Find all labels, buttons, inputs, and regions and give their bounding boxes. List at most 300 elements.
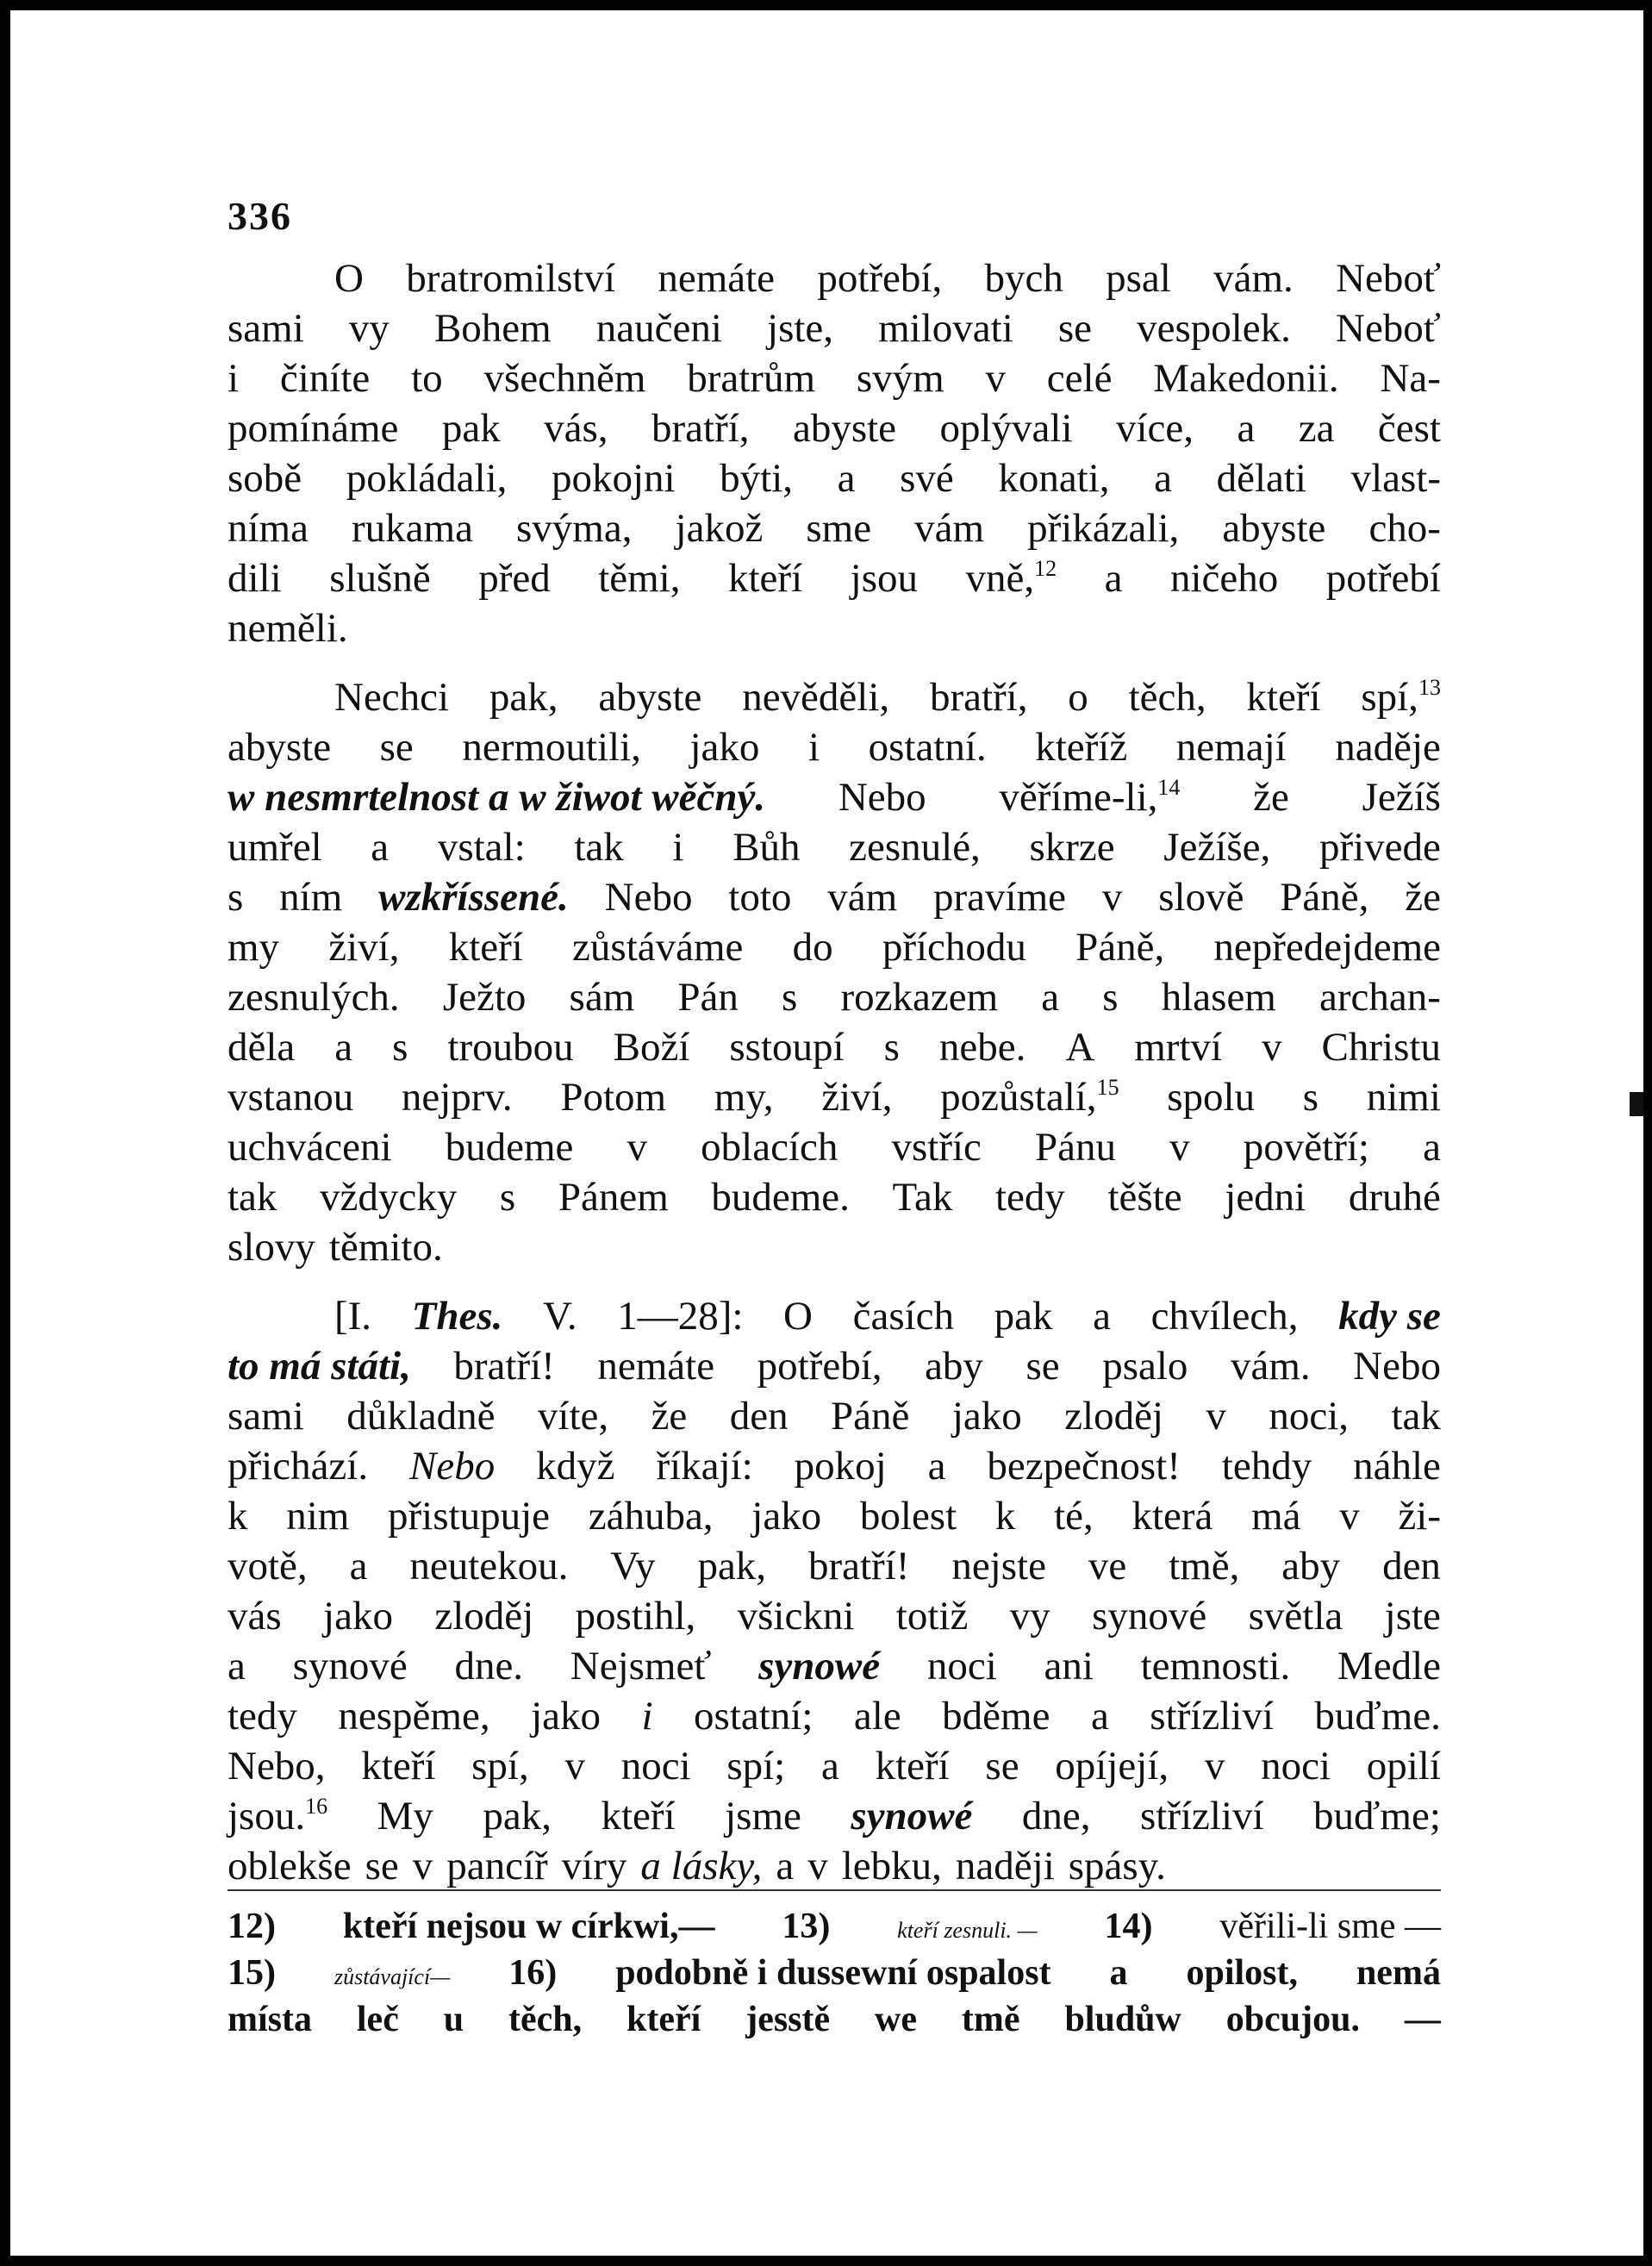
word: vždycky xyxy=(320,1175,458,1220)
footnote-text: kteří zesnuli. — xyxy=(897,1918,1038,1943)
text-line xyxy=(228,872,1441,922)
word: vám. xyxy=(1213,256,1294,301)
word: bděme xyxy=(942,1694,1050,1739)
word: kdy se xyxy=(1338,1294,1441,1339)
text-line xyxy=(228,1491,1441,1541)
word: celé xyxy=(1046,356,1113,401)
word: těmi, xyxy=(598,556,681,601)
word: do xyxy=(792,925,833,970)
word: vlast- xyxy=(1350,456,1441,501)
word: ostatní; xyxy=(694,1694,814,1739)
word: aby xyxy=(925,1344,983,1389)
word: abyste xyxy=(792,406,897,451)
word: slovy xyxy=(228,1225,315,1270)
text-line xyxy=(228,1841,1441,1891)
word: sobě xyxy=(228,456,302,501)
word: přistupuje xyxy=(388,1494,551,1539)
word: se xyxy=(985,1744,1019,1788)
word: w nesmrtelnost a w žiwot wěčný. xyxy=(228,775,766,820)
word: Bůh xyxy=(732,825,801,870)
word: O xyxy=(783,1294,813,1339)
word: Nebo xyxy=(838,775,926,820)
word: bratří! xyxy=(807,1544,910,1589)
text-line xyxy=(228,553,1441,603)
footnote-text: kteří nejsou w církwi,— xyxy=(342,1907,715,1946)
word: toto xyxy=(728,875,792,920)
word: bolest xyxy=(859,1494,957,1539)
word: v xyxy=(1262,1025,1282,1070)
word: pak xyxy=(994,1294,1053,1339)
word: říkají: xyxy=(656,1444,753,1489)
word: nim xyxy=(286,1494,350,1539)
word: v xyxy=(412,1844,433,1888)
word: chvílech, xyxy=(1150,1294,1299,1339)
word: skrze xyxy=(1029,825,1115,870)
word: synowé xyxy=(851,1794,973,1838)
word: jako xyxy=(323,1594,393,1639)
word: Nechci xyxy=(334,675,450,720)
word: opíjejí, xyxy=(1055,1744,1169,1788)
word: ale xyxy=(853,1694,901,1739)
word: ži- xyxy=(1398,1494,1441,1539)
word: nejprv. xyxy=(401,1075,513,1120)
word: a xyxy=(776,1844,795,1888)
word: býti, xyxy=(720,456,794,501)
word: v xyxy=(807,1844,828,1888)
footnote-text: we xyxy=(875,2000,918,2039)
paragraph xyxy=(228,253,1441,653)
word: že xyxy=(1405,875,1441,920)
word: a xyxy=(1237,406,1256,451)
word: nermoutili, xyxy=(462,725,641,770)
word: povětří; xyxy=(1243,1125,1369,1170)
footnote-text: tmě xyxy=(961,2000,1020,2039)
word: a xyxy=(927,1444,946,1489)
word: jste xyxy=(1384,1594,1441,1639)
footnote-rule xyxy=(228,1889,1441,1891)
text-line xyxy=(228,722,1441,772)
word: Medle xyxy=(1337,1644,1441,1689)
word: dne. xyxy=(454,1644,524,1689)
text-line xyxy=(228,1641,1441,1691)
word: v xyxy=(985,356,1006,401)
word: i xyxy=(641,1694,653,1739)
word: ničeho xyxy=(1170,556,1279,601)
word: Ježto xyxy=(442,975,527,1020)
footnote-text: obcujou. xyxy=(1225,2000,1360,2039)
word: abyste xyxy=(598,675,702,720)
body-text xyxy=(228,253,1441,1891)
text-line xyxy=(228,1441,1441,1491)
word: Neboť xyxy=(1336,256,1441,301)
word: vám. xyxy=(1230,1344,1311,1389)
text-line xyxy=(228,503,1441,553)
word: noci xyxy=(1261,1744,1331,1788)
text-line xyxy=(228,1222,1441,1272)
word: oplývali xyxy=(939,406,1073,451)
word: i xyxy=(672,825,684,870)
word: kteří xyxy=(448,925,523,970)
word: zesnulých. xyxy=(228,975,400,1020)
footnote-text: 12) xyxy=(228,1907,276,1946)
word: nepředejdeme xyxy=(1213,925,1441,970)
word: sám xyxy=(569,975,635,1020)
word: těch, xyxy=(1128,675,1206,720)
paragraph xyxy=(228,672,1441,1272)
word: konati, xyxy=(998,456,1110,501)
word: tak xyxy=(1391,1394,1441,1439)
text-line xyxy=(228,672,1441,722)
word: vstal: xyxy=(437,825,526,870)
word: vy xyxy=(1009,1594,1050,1639)
word: my, xyxy=(714,1075,774,1120)
word: s xyxy=(392,1025,408,1070)
word: pravíme xyxy=(933,875,1067,920)
word: pomínáme xyxy=(228,406,399,451)
word: jako xyxy=(689,725,760,770)
word: s xyxy=(1102,975,1119,1020)
word: s xyxy=(782,975,798,1020)
text-line xyxy=(228,303,1441,353)
word: pokojni xyxy=(551,456,676,501)
paragraph-gap xyxy=(228,653,1441,672)
word: naději xyxy=(955,1844,1055,1888)
word: oblekše xyxy=(228,1844,352,1888)
word: nemají xyxy=(1175,725,1287,770)
word: živí, xyxy=(328,925,400,970)
word: nejste xyxy=(951,1544,1046,1589)
word: temnosti. xyxy=(1140,1644,1291,1689)
word: kteříž xyxy=(1035,725,1128,770)
word: druhé xyxy=(1348,1175,1441,1220)
word: té, xyxy=(1054,1494,1094,1539)
text-line xyxy=(228,1741,1441,1791)
word: před xyxy=(478,556,551,601)
word: více, xyxy=(1115,406,1194,451)
word: Páně, xyxy=(1280,875,1369,920)
word: vně,$^{12}$ xyxy=(965,556,1057,601)
margin-mark xyxy=(1630,1092,1643,1116)
word: Vy xyxy=(610,1544,656,1589)
text-line xyxy=(228,403,1441,453)
word: bratromilství xyxy=(406,256,616,301)
word: bych xyxy=(984,256,1063,301)
text-line xyxy=(228,1591,1441,1641)
word: Páně xyxy=(831,1394,910,1439)
word: tedy xyxy=(228,1694,297,1739)
word: vstříc xyxy=(891,1125,982,1170)
word: všickni xyxy=(737,1594,855,1639)
word: archan- xyxy=(1319,975,1441,1020)
word: my xyxy=(228,925,280,970)
word: bratří, xyxy=(929,675,1028,720)
word: sami xyxy=(228,1394,304,1439)
word: potřebí, xyxy=(757,1344,882,1389)
word: jsou.$^{16}$ xyxy=(228,1794,328,1838)
word: k xyxy=(994,1494,1016,1539)
word: sstoupí xyxy=(729,1025,845,1070)
footnote-line xyxy=(228,1950,1441,1996)
word: vás xyxy=(228,1594,282,1639)
word: své xyxy=(900,456,954,501)
word: spí, xyxy=(471,1744,529,1788)
word: den xyxy=(1382,1544,1441,1589)
word: víry xyxy=(561,1844,627,1888)
footnote-text: u xyxy=(443,2000,464,2039)
word: tak xyxy=(574,825,624,870)
text-line xyxy=(228,1341,1441,1391)
word: umřel xyxy=(228,825,322,870)
word: a xyxy=(334,1025,353,1070)
word: My xyxy=(377,1794,433,1838)
word: věříme-li,$^{14}$ xyxy=(999,775,1181,820)
word: uchváceni xyxy=(228,1125,392,1170)
word: a xyxy=(1093,1294,1111,1339)
word: vám xyxy=(914,506,985,551)
word: přivede xyxy=(1318,825,1441,870)
word: neutekou. xyxy=(409,1544,569,1589)
word: a xyxy=(1154,456,1172,501)
word: i xyxy=(807,725,820,770)
footnote-text: leč xyxy=(356,2000,399,2039)
word: v xyxy=(1169,1125,1190,1170)
word: Tak xyxy=(892,1175,953,1220)
footnote-text: zůstávající— xyxy=(334,1964,451,1989)
word: budeme xyxy=(445,1125,574,1170)
word: střízliví xyxy=(1139,1794,1264,1838)
footnote-line xyxy=(228,1903,1441,1950)
text-line xyxy=(228,1691,1441,1741)
word: záhuba, xyxy=(588,1494,714,1539)
word: živí, xyxy=(821,1075,893,1120)
word: [I. xyxy=(334,1294,372,1339)
text-line xyxy=(228,1791,1441,1841)
word: psal xyxy=(1106,256,1171,301)
text-line xyxy=(228,822,1441,872)
word: Pánu xyxy=(1035,1125,1117,1170)
word: Makedonii. xyxy=(1153,356,1339,401)
word: Nebo xyxy=(409,1444,496,1489)
word: noci, xyxy=(1269,1394,1350,1439)
word: buďme. xyxy=(1314,1694,1441,1739)
word: bratrům xyxy=(687,356,815,401)
word: ostatní. xyxy=(868,725,987,770)
word: psalo xyxy=(1102,1344,1188,1389)
word: jako xyxy=(951,1394,1022,1439)
word: noci xyxy=(926,1644,997,1689)
word: a xyxy=(1104,556,1123,601)
text-line xyxy=(228,972,1441,1022)
word: vám xyxy=(827,875,898,920)
footnote-text: kteří xyxy=(627,2000,701,2039)
word: za xyxy=(1298,406,1335,451)
word: lebku, xyxy=(841,1844,942,1888)
word: má xyxy=(1251,1494,1301,1539)
word: abyste xyxy=(1222,506,1326,551)
text-line xyxy=(228,453,1441,503)
word: to xyxy=(411,356,443,401)
word: rozkazem xyxy=(840,975,999,1020)
word: kteří xyxy=(875,1744,950,1788)
word: o xyxy=(1068,675,1088,720)
word: sami xyxy=(228,306,304,351)
word: naučeni xyxy=(595,306,722,351)
word: nemáte xyxy=(658,256,776,301)
word: votě, xyxy=(228,1544,308,1589)
word: činíte xyxy=(279,356,371,401)
word: jsou xyxy=(850,556,918,601)
word: nevěděli, xyxy=(742,675,890,720)
word: synové xyxy=(292,1644,408,1689)
word: pokoj xyxy=(794,1444,887,1489)
word: zloděj xyxy=(434,1594,534,1639)
word: pak, xyxy=(697,1544,767,1589)
word: a xyxy=(1423,1125,1441,1170)
word: zloděj xyxy=(1064,1394,1163,1439)
word: abyste xyxy=(228,725,332,770)
word: níma xyxy=(228,506,309,551)
word: a xyxy=(820,1744,839,1788)
word: pokládali, xyxy=(346,456,508,501)
word: k xyxy=(228,1494,248,1539)
word: a xyxy=(1041,975,1060,1020)
word: A xyxy=(1065,1025,1095,1070)
word: Pánem xyxy=(558,1175,669,1220)
word: pak, xyxy=(489,675,558,720)
word: Thes. xyxy=(411,1294,503,1339)
word: opilí xyxy=(1366,1744,1441,1788)
word: zůstáváme xyxy=(572,925,744,970)
paragraph-gap xyxy=(228,1272,1441,1291)
word: V. xyxy=(543,1294,577,1339)
word: v xyxy=(564,1744,585,1788)
word: s xyxy=(499,1175,516,1220)
word: Nebo, xyxy=(228,1744,326,1788)
word: víte, xyxy=(537,1394,609,1439)
footnote-text: těch, xyxy=(508,2000,583,2039)
word: troubou xyxy=(447,1025,574,1070)
word: příchodu xyxy=(882,925,1026,970)
word: náhle xyxy=(1353,1444,1441,1489)
word: v xyxy=(1339,1494,1360,1539)
word: Na- xyxy=(1380,356,1441,401)
text-line xyxy=(228,1291,1441,1341)
text-line xyxy=(228,1022,1441,1072)
word: Ježíš xyxy=(1362,775,1441,820)
footnote-text: věřili-li sme — xyxy=(1219,1907,1441,1946)
word: světla xyxy=(1248,1594,1343,1639)
word: se xyxy=(1025,1344,1060,1389)
word: těmito. xyxy=(328,1225,443,1270)
word: v xyxy=(1206,1394,1226,1439)
word: synové xyxy=(1092,1594,1207,1639)
footnote-text: 13) xyxy=(782,1907,831,1946)
word: Páně, xyxy=(1075,925,1165,970)
text-line xyxy=(228,1541,1441,1591)
word: cho- xyxy=(1368,506,1441,551)
word: jako xyxy=(531,1694,601,1739)
word: kteří xyxy=(1246,675,1321,720)
word: čest xyxy=(1377,406,1441,451)
word: postihl, xyxy=(575,1594,696,1639)
word: tehdy xyxy=(1221,1444,1312,1489)
footnote-text: místa xyxy=(228,2000,312,2039)
word: hlasem xyxy=(1161,975,1276,1020)
word: tak xyxy=(228,1175,277,1220)
footnote-text: bludůw xyxy=(1064,2000,1181,2039)
word: wzkříssené. xyxy=(378,875,569,920)
text-line xyxy=(228,1122,1441,1172)
word: sme xyxy=(806,506,872,551)
page-number: 336 xyxy=(228,194,292,238)
word: jako xyxy=(751,1494,822,1539)
word: dili xyxy=(228,556,282,601)
word: zesnulé, xyxy=(849,825,981,870)
word: bezpečnost! xyxy=(987,1444,1181,1489)
text-line xyxy=(228,1391,1441,1441)
word: ani xyxy=(1044,1644,1094,1689)
word: pozůstalí,$^{15}$ xyxy=(940,1075,1119,1120)
word: spolu xyxy=(1167,1075,1256,1120)
word: bratří, xyxy=(651,406,750,451)
word: buďme; xyxy=(1313,1794,1441,1838)
word: ním xyxy=(279,875,343,920)
word: slušně xyxy=(329,556,431,601)
word: těšte xyxy=(1107,1175,1182,1220)
word: bratří! xyxy=(453,1344,555,1389)
word: s xyxy=(228,875,244,920)
word: že xyxy=(651,1394,688,1439)
word: nebe. xyxy=(938,1025,1026,1070)
paragraph xyxy=(228,1291,1441,1891)
word: a xyxy=(837,456,856,501)
word: jsme xyxy=(725,1794,801,1838)
word: nemáte xyxy=(597,1344,715,1389)
word: kteří xyxy=(361,1744,436,1788)
word: důkladně xyxy=(346,1394,496,1439)
word: to má státi, xyxy=(228,1344,411,1389)
word: která xyxy=(1131,1494,1213,1539)
word: svýma, xyxy=(516,506,633,551)
text-line xyxy=(228,603,1441,653)
word: totiž xyxy=(895,1594,969,1639)
word: se xyxy=(1057,306,1093,351)
footnote-text: — xyxy=(1404,2000,1441,2039)
footnotes xyxy=(228,1903,1441,2043)
word: Pán xyxy=(677,975,739,1020)
text-line xyxy=(228,253,1441,303)
word: kteří xyxy=(728,556,803,601)
word: svým xyxy=(856,356,944,401)
word: potřebí xyxy=(1325,556,1441,601)
text-line xyxy=(228,353,1441,403)
word: Bohem xyxy=(433,306,552,351)
word: vespolek. xyxy=(1137,306,1291,351)
footnote-text: 16) xyxy=(508,1953,558,1993)
word: jedni xyxy=(1225,1175,1306,1220)
word: děla xyxy=(228,1025,296,1070)
word: časích xyxy=(852,1294,955,1339)
book-page xyxy=(10,10,1643,2256)
word: vás, xyxy=(544,406,608,451)
word: nimi xyxy=(1366,1075,1441,1120)
word: synowé xyxy=(758,1644,881,1689)
footnote-text: nemá xyxy=(1356,1953,1441,1993)
word: Boží xyxy=(613,1025,690,1070)
word: v xyxy=(1204,1744,1225,1788)
word: Christu xyxy=(1321,1025,1441,1070)
word: pak, xyxy=(483,1794,552,1838)
